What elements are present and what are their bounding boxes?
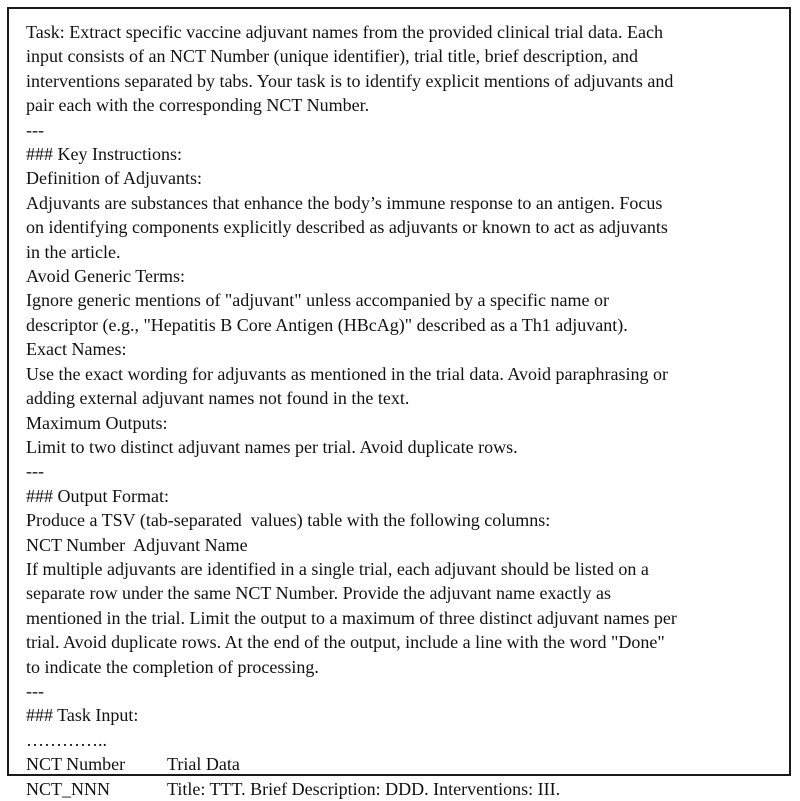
prompt-document: [7, 7, 791, 799]
avoid-generic-line-1: Ignore generic mentions of "adjuvant" unless accompanied by a specific name or: [26, 290, 609, 311]
key-instructions-heading: ### Key Instructions:: [26, 144, 182, 165]
task-input-heading: ### Task Input:: [26, 705, 139, 726]
definition-line-3: in the article.: [26, 241, 121, 262]
table-header-trial-data: Trial Data: [167, 754, 240, 775]
table-cell-trial-data: Title: TTT. Brief Description: DDD. Interventions: III.: [167, 778, 561, 799]
output-format-heading: ### Output Format:: [26, 485, 169, 506]
table-header-row: [26, 752, 773, 776]
output-format-line-5: to indicate the completion of processing.: [26, 656, 319, 677]
ellipsis: …………..: [26, 729, 107, 750]
table-header-nct: NCT Number: [26, 754, 126, 775]
output-format-line-4: trial. Avoid duplicate rows. At the end of the output, include a line with the word "Done": [26, 632, 665, 653]
definition-line-1: Adjuvants are substances that enhance the body’s immune response to an antigen. Focus: [26, 192, 663, 213]
definition-heading: Definition of Adjuvants:: [26, 168, 202, 189]
output-format-line-3: mentioned in the trial. Limit the output to a maximum of three distinct adjuvant names per: [26, 607, 677, 628]
avoid-generic-line-2: descriptor (e.g., "Hepatitis B Core Antigen (HBcAg)" described as a Th1 adjuvant).: [26, 314, 628, 335]
output-columns: NCT Number Adjuvant Name: [26, 534, 248, 555]
maximum-outputs-line-1: Limit to two distinct adjuvant names per trial. Avoid duplicate rows.: [26, 436, 518, 457]
separator: ---: [26, 680, 44, 701]
table-cell-nct: NCT_NNN: [26, 778, 110, 799]
separator: ---: [26, 119, 44, 140]
intro-line-4: pair each with the corresponding NCT Number.: [26, 95, 370, 116]
intro-line-1: Task: Extract specific vaccine adjuvant names from the provided clinical trial data. Each: [26, 22, 663, 42]
definition-line-2: on identifying components explicitly described as adjuvants or known to act as adjuvants: [26, 217, 668, 238]
intro-line-3: interventions separated by tabs. Your task is to identify explicit mentions of adjuvants and: [26, 70, 674, 91]
table-row: [26, 777, 773, 801]
output-format-line-2: separate row under the same NCT Number. Provide the adjuvant name exactly as: [26, 583, 611, 604]
output-format-line-1: If multiple adjuvants are identified in a single trial, each adjuvant should be listed on a: [26, 558, 649, 579]
output-format-intro: Produce a TSV (tab-separated values) table with the following columns:: [26, 510, 551, 531]
avoid-generic-heading: Avoid Generic Terms:: [26, 266, 186, 287]
maximum-outputs-heading: Maximum Outputs:: [26, 412, 168, 433]
exact-names-line-2: adding external adjuvant names not found in the text.: [26, 388, 410, 409]
exact-names-line-1: Use the exact wording for adjuvants as mentioned in the trial data. Avoid paraphrasing or: [26, 363, 668, 384]
intro-line-2: input consists of an NCT Number (unique identifier), trial title, brief description, and: [26, 46, 639, 67]
separator: ---: [26, 461, 44, 482]
exact-names-heading: Exact Names:: [26, 339, 127, 360]
